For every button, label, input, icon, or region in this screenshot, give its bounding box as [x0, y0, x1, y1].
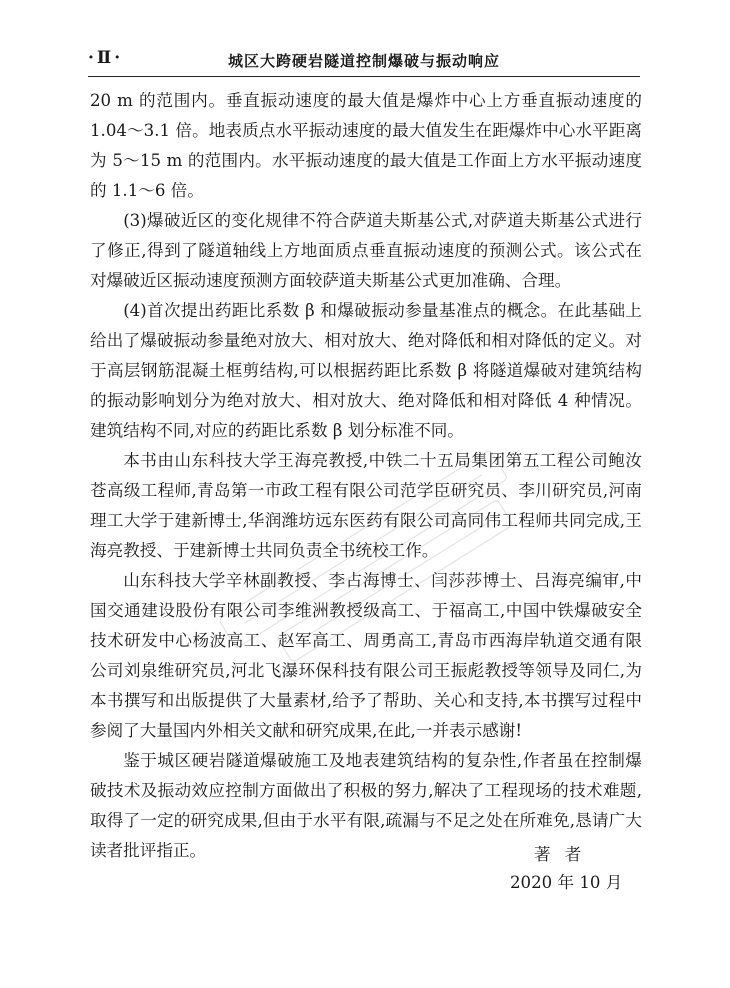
preface-body [90, 86, 642, 866]
signature-block [510, 842, 630, 896]
paragraph-acknowledgements: 山东科技大学辛林副教授、李占海博士、闫莎莎博士、吕海亮编审,中国交通建设股份有限公司李维洲教授级高工、于福高工,中国中铁爆破安全技术研发中心杨波高工、赵军高工、周勇高工,青岛市西海岸轨道交通有限公司刘泉维研究员,河北飞瀑环保科技有限公司王振彪教授等领导及同仁,为本书撰写和出版提供了大量素材,给予了帮助、关心和支持,本书撰写过程中参阅了大量国内外相关文献和研究成果,在此,一并表示感谢! [90, 571, 642, 740]
paragraph-point-4: (4)首次提出药距比系数 β 和爆破振动参量基准点的概念。在此基础上给出了爆破振动参量绝对放大、相对放大、绝对降低和相对降低的定义。对于高层钢筋混凝土框剪结构,可以根据药距比系数 β 将隧道爆破对建筑结构的振动影响划分为绝对放大、相对放大、绝对降低和相对降低 4 种情况。建筑结构不同,对应的药距比系数 β 划分标准不同。 [90, 301, 642, 440]
signature-author: 著者 [534, 845, 596, 864]
paragraph-continuation: 20 m 的范围内。垂直振动速度的最大值是爆炸中心上方垂直振动速度的 1.04～3.1 倍。地表质点水平振动速度的最大值发生在距爆炸中心水平距离为 5～15 m 的范围内。水平振动速度的最大值是工作面上方水平振动速度的 1.1～6 倍。 [90, 91, 642, 200]
paragraph-authors: 本书由山东科技大学王海亮教授,中铁二十五局集团第五工程公司鲍汝苍高级工程师,青岛第一市政工程有限公司范学臣研究员、李川研究员,河南理工大学于建新博士,华润潍坊远东医药有限公司高同伟工程师共同完成,王海亮教授、于建新博士共同负责全书统校工作。 [90, 451, 642, 560]
page-number-mark: ·Ⅱ· [88, 48, 124, 68]
signature-date: 2020 年 10 月 [510, 873, 623, 892]
paragraph-point-3: (3)爆破近区的变化规律不符合萨道夫斯基公式,对萨道夫斯基公式进行了修正,得到了隧道轴线上方地面质点垂直振动速度的预测公式。该公式在对爆破近区振动速度预测方面较萨道夫斯基公式更加准确、合理。 [90, 211, 642, 290]
paragraph-closing: 鉴于城区硬岩隧道爆破施工及地表建筑结构的复杂性,作者虽在控制爆破技术及振动效应控制方面做出了积极的努力,解决了工程现场的技术难题,取得了一定的研究成果,但由于水平有限,疏漏与不足之处在所难免,恳请广大读者批评指正。 [90, 751, 642, 860]
running-header [88, 42, 640, 77]
running-title: 城区大跨硬岩隧道控制爆破与振动响应 [227, 52, 500, 70]
